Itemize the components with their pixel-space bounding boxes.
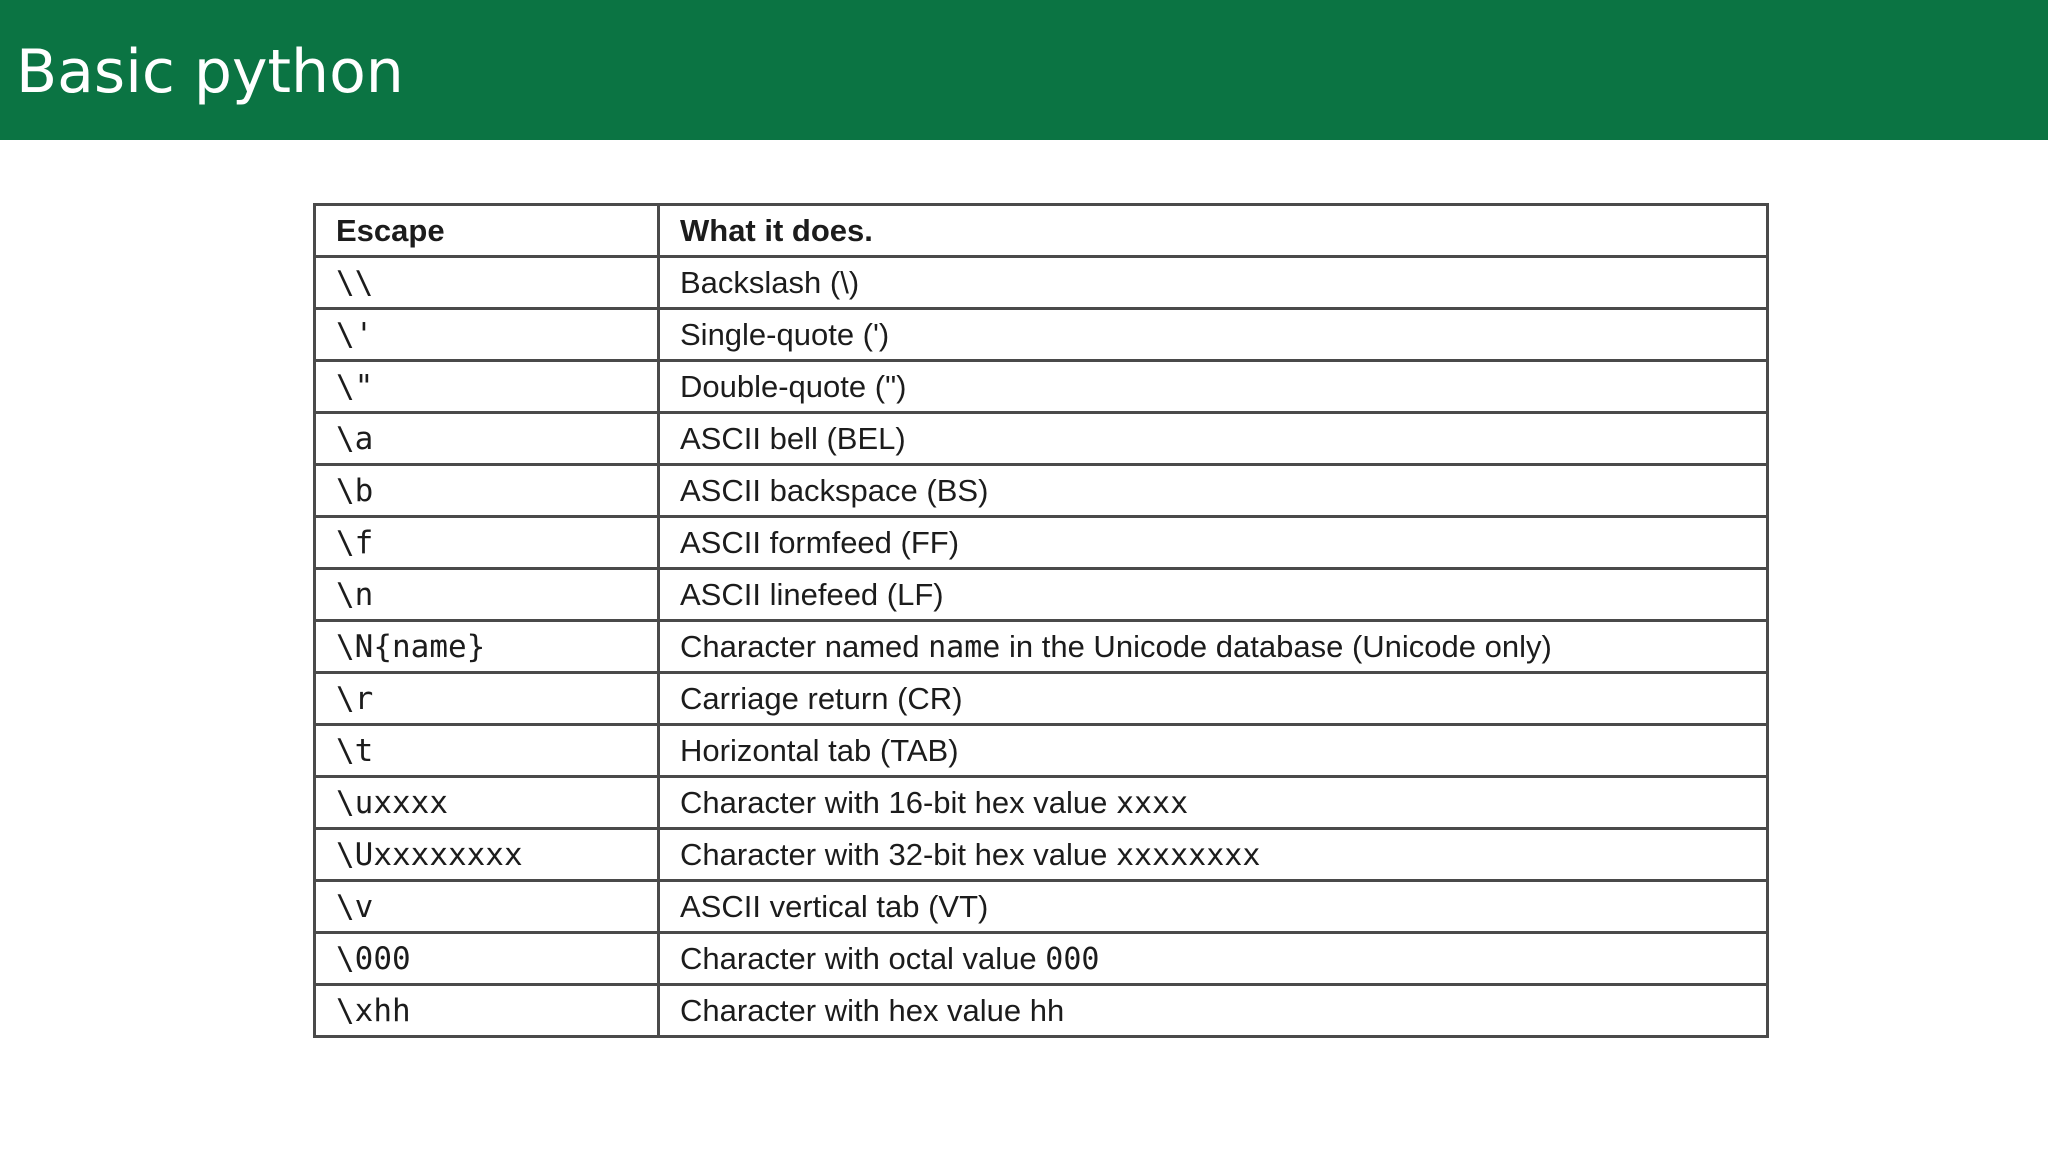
description-text: ASCII linefeed (LF) <box>680 576 944 612</box>
description-cell <box>659 829 1768 881</box>
description-text: Character with hex value hh <box>680 992 1065 1028</box>
escape-cell: \v <box>315 881 659 933</box>
escape-cell: \' <box>315 309 659 361</box>
escape-sequence-table <box>313 203 1769 1038</box>
description-cell <box>659 361 1768 413</box>
description-cell <box>659 881 1768 933</box>
description-cell <box>659 777 1768 829</box>
table-row <box>315 673 1768 725</box>
description-text: ASCII vertical tab (VT) <box>680 888 989 924</box>
description-text: Character with 32-bit hex value <box>680 836 1116 872</box>
table-row <box>315 829 1768 881</box>
table-row <box>315 725 1768 777</box>
description-cell <box>659 725 1768 777</box>
escape-cell: \f <box>315 517 659 569</box>
escape-cell: \" <box>315 361 659 413</box>
description-cell <box>659 413 1768 465</box>
escape-cell: \t <box>315 725 659 777</box>
description-cell <box>659 309 1768 361</box>
escape-cell: \n <box>315 569 659 621</box>
escape-cell: \a <box>315 413 659 465</box>
description-text: Double-quote (") <box>680 368 907 404</box>
description-text: in the Unicode database (Unicode only) <box>1000 628 1552 664</box>
escape-cell: \b <box>315 465 659 517</box>
escape-cell: \r <box>315 673 659 725</box>
description-cell <box>659 621 1768 673</box>
table-row <box>315 257 1768 309</box>
description-text: Character named <box>680 628 929 664</box>
description-cell <box>659 673 1768 725</box>
description-cell <box>659 569 1768 621</box>
escape-cell: \\ <box>315 257 659 309</box>
table-row <box>315 517 1768 569</box>
table-row <box>315 569 1768 621</box>
table-row <box>315 309 1768 361</box>
description-text: Carriage return (CR) <box>680 680 963 716</box>
table-row <box>315 413 1768 465</box>
table-row <box>315 621 1768 673</box>
description-code-text: 000 <box>1045 941 1100 977</box>
description-code-text: xxxxxxxx <box>1115 837 1261 873</box>
description-text: ASCII backspace (BS) <box>680 472 989 508</box>
table-row <box>315 361 1768 413</box>
description-text: Single-quote (') <box>680 316 890 352</box>
header-what-it-does: What it does. <box>659 205 1768 257</box>
table-header-row <box>315 205 1768 257</box>
description-text: Backslash (\) <box>680 264 860 300</box>
escape-cell: \N{name} <box>315 621 659 673</box>
description-text: ASCII bell (BEL) <box>680 420 906 456</box>
escape-cell: \xhh <box>315 985 659 1037</box>
description-text: ASCII formfeed (FF) <box>680 524 960 560</box>
description-code-text: xxxx <box>1115 785 1189 821</box>
description-cell <box>659 257 1768 309</box>
description-cell <box>659 985 1768 1037</box>
description-cell <box>659 933 1768 985</box>
table-row <box>315 985 1768 1037</box>
description-text: Character with 16-bit hex value <box>680 784 1116 820</box>
table-row <box>315 933 1768 985</box>
description-cell <box>659 465 1768 517</box>
header-escape: Escape <box>315 205 659 257</box>
table-row <box>315 777 1768 829</box>
escape-cell: \000 <box>315 933 659 985</box>
slide-title: Basic python <box>16 37 404 107</box>
table-body <box>315 257 1768 1037</box>
title-bar <box>0 0 2048 140</box>
description-text: Character with octal value <box>680 940 1046 976</box>
escape-cell: \Uxxxxxxxx <box>315 829 659 881</box>
description-code-text: name <box>928 629 1001 665</box>
description-text: Horizontal tab (TAB) <box>680 732 959 768</box>
escape-cell: \uxxxx <box>315 777 659 829</box>
description-cell <box>659 517 1768 569</box>
table-row <box>315 465 1768 517</box>
table-row <box>315 881 1768 933</box>
